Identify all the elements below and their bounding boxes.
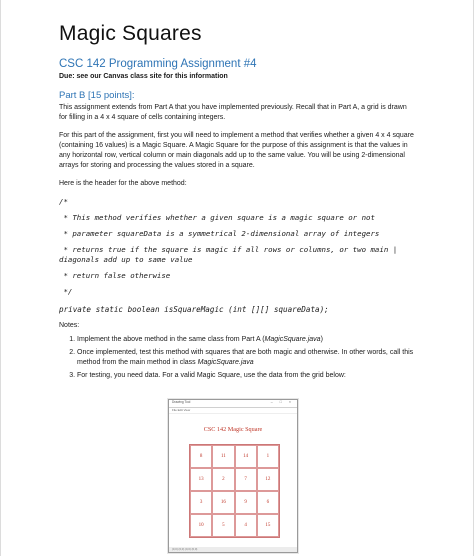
code-comment-line: * parameter squareData is a symmetrical 2-dimensional array of integers [59, 229, 380, 238]
grid-cell: 10 [190, 514, 212, 537]
grid-cell: 13 [190, 468, 212, 491]
code-comment-line: * This method verifies whether a given square is a magic square or not [59, 213, 375, 222]
grid-cell: 1 [257, 445, 279, 468]
note-item: 1. Implement the above method in the same class from Part A (MagicSquare.java) [77, 335, 415, 345]
notes-list [59, 335, 415, 381]
grid-cell: 2 [212, 468, 234, 491]
method-signature: private static boolean isSquareMagic (int [][] squareData); [59, 305, 329, 314]
grid-cell: 14 [235, 445, 257, 468]
header-intro-paragraph: Here is the header for the above method: [59, 180, 187, 187]
window-controls: – □ × [270, 400, 294, 404]
note-item: 2. Once implemented, test this method with squares that are both magic and otherwise. In other words, call this method from the main method in class MagicSquare.java [77, 348, 415, 368]
grid-cell: 12 [257, 468, 279, 491]
part-b-heading: Part B [15 points]: [59, 90, 135, 101]
grid-cell: 5 [212, 514, 234, 537]
grid-cell: 6 [257, 491, 279, 514]
grid-cell: 3 [190, 491, 212, 514]
grid-cell: 9 [235, 491, 257, 514]
window-title: Drawing Tool [172, 400, 191, 404]
window-menubar: File Edit View [169, 408, 297, 414]
square-title: CSC 142 Magic Square [203, 426, 263, 433]
grid-cell: 4 [235, 514, 257, 537]
due-note: Due: see our Canvas class site for this information [59, 73, 228, 80]
window-statusbar: (0,0) (0,0) (0,0) (0,0) [169, 547, 297, 552]
code-comment-line: * returns true if the square is magic if all rows or columns, or two main | diagonals add up to same value [59, 245, 402, 264]
grid-cell: 16 [212, 491, 234, 514]
assignment-subtitle: CSC 142 Programming Assignment #4 [59, 58, 257, 70]
code-comment-line: /* [59, 197, 68, 206]
document-content [59, 14, 415, 384]
grid-cell: 11 [212, 445, 234, 468]
intro-paragraph: This assignment extends from Part A that you have implemented previously. Recall that in Part A, a grid is drawn for filling in a 4 x 4 square of cells containing integers. [59, 104, 407, 121]
grid-cell: 15 [257, 514, 279, 537]
code-comment-line: * return false otherwise [59, 271, 171, 280]
notes-label: Notes: [59, 322, 80, 329]
magic-square-screenshot [168, 399, 298, 553]
magic-square-grid [189, 444, 280, 538]
note-item: 3. For testing, you need data. For a valid Magic Square, use the data from the grid below: [77, 371, 415, 381]
code-comment-line: */ [59, 287, 73, 296]
window-titlebar [169, 400, 297, 408]
grid-cell: 7 [235, 468, 257, 491]
grid-cell: 8 [190, 445, 212, 468]
page-title: Magic Squares [59, 22, 202, 45]
task-paragraph: For this part of the assignment, first you will need to implement a method that verifies whether a given 4 x 4 square (containing 16 values) is a Magic Square. A Magic Square for the purpose of this assignment is that the values in any horizontal row, vertical column or main diagonals add up to the same value. You will be using 2-dimensional arrays for storing and processing the values stored in a square. [59, 132, 414, 169]
